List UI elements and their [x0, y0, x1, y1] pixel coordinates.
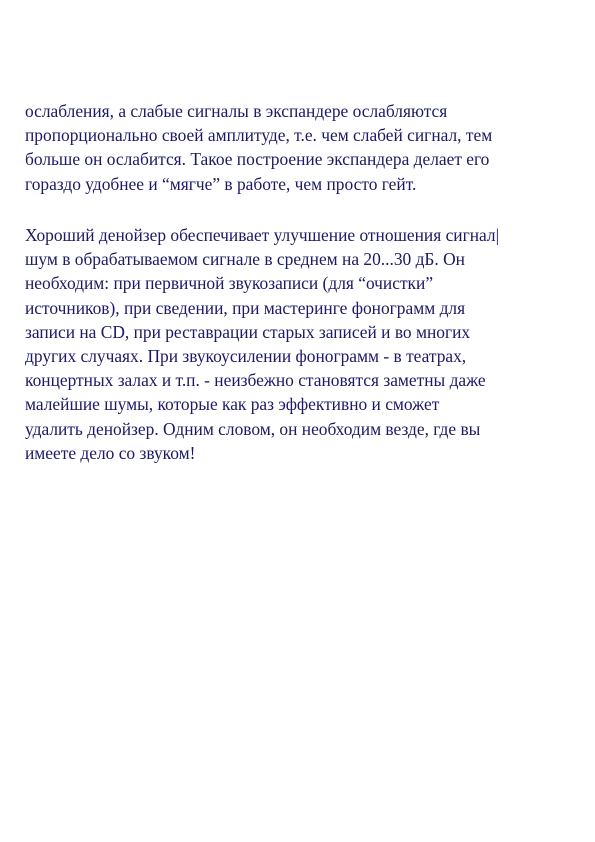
text-line: больше он ослабится. Такое построение экспандера делает его [25, 149, 490, 170]
text-line: пропорционально своей амплитуде, т.е. чем слабей сигнал, тем [25, 125, 493, 146]
paragraph-expander [25, 99, 595, 196]
text-line: Хороший денойзер обеспечивает улучшение отношения сигнал| [25, 225, 500, 245]
text-line: записи на CD, при реставрации старых записей и во многих [25, 321, 471, 342]
text-line: удалить денойзер. Одним словом, он необходим везде, где вы [25, 418, 481, 439]
text-line: шум в обрабатываемом сигнале в среднем на 20...30 дБ. Он [25, 249, 465, 270]
text-line: других случаях. При звукоусилении фонограмм - в театрах, [25, 346, 467, 367]
text-line: имеете дело со звуком! [25, 442, 196, 463]
text-line: гораздо удобнее и “мягче” в работе, чем просто гейт. [25, 173, 417, 194]
text-line: малейшие шумы, которые как раз эффективно и сможет [25, 394, 440, 415]
text-line: источников), при сведении, при мастеринге фонограмм для [25, 297, 466, 318]
paragraph-denoiser [25, 223, 595, 465]
text-line: концертных залах и т.п. - неизбежно становятся заметны даже [25, 370, 486, 391]
text-line: необходим: при первичной звукозаписи (для “очистки” [25, 273, 434, 294]
text-line: ослабления, а слабые сигналы в экспандере ослабляются [25, 101, 448, 121]
